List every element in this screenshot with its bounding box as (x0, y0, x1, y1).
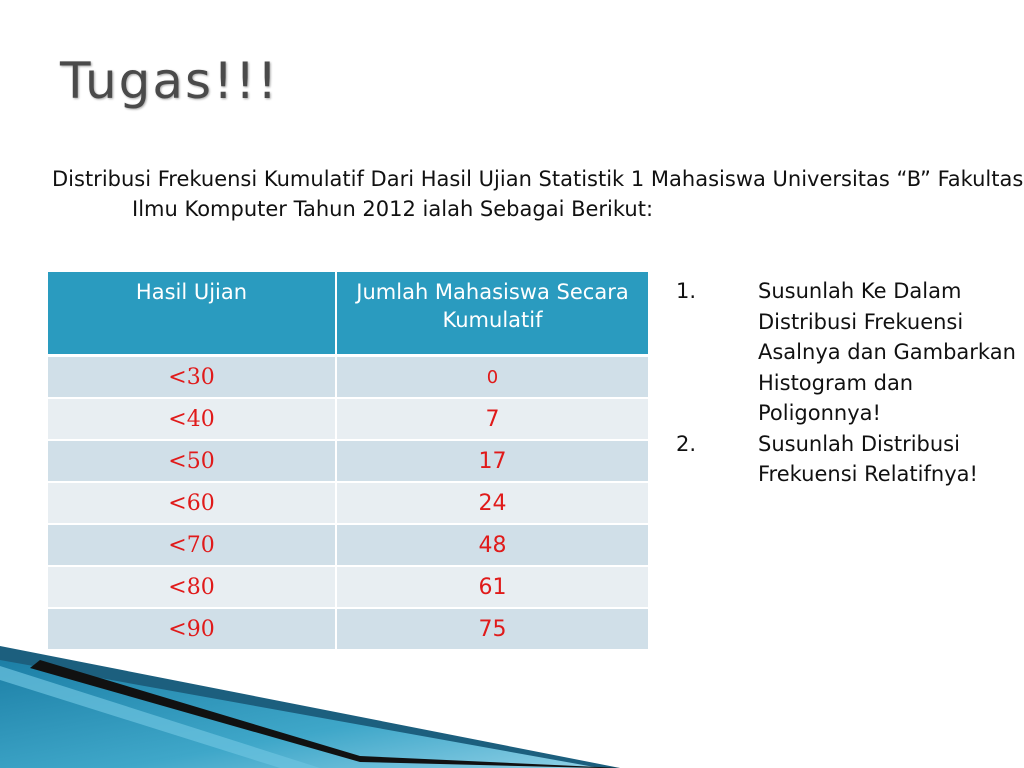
table-row (48, 524, 648, 566)
table-row (48, 566, 648, 608)
task-item (676, 276, 1016, 429)
task-item (676, 429, 1016, 490)
count-cell: 61 (336, 566, 648, 608)
table-row (48, 440, 648, 482)
task-text: Susunlah Ke Dalam Distribusi Frekuensi Asalnya dan Gambarkan Histogram dan Poligonnya! (758, 279, 1016, 425)
task-number: 2. (676, 431, 697, 456)
table-row (48, 356, 648, 399)
count-cell: 0 (336, 356, 648, 399)
header-hasil-ujian: Hasil Ujian (48, 272, 336, 356)
task-list (676, 276, 1016, 490)
header-jumlah-mahasiswa: Jumlah Mahasiswa Secara Kumulatif (336, 272, 648, 356)
intro-paragraph: Distribusi Frekuensi Kumulatif Dari Hasil Ujian Statistik 1 Mahasiswa Universitas “B” Fakultas Ilmu Komputer Tahun 2012 ialah Sebagai Berikut: (52, 167, 1024, 221)
score-cell: <40 (48, 398, 336, 440)
count-cell: 7 (336, 398, 648, 440)
frequency-table (48, 272, 648, 649)
score-cell: <60 (48, 482, 336, 524)
score-cell: <50 (48, 440, 336, 482)
task-text: Susunlah Distribusi Frekuensi Relatifnya! (758, 431, 978, 486)
score-cell: <90 (48, 608, 336, 649)
count-cell: 48 (336, 524, 648, 566)
corner-decoration (0, 638, 620, 768)
score-cell: <80 (48, 566, 336, 608)
task-number: 1. (676, 279, 697, 303)
table-row (48, 398, 648, 440)
count-cell: 24 (336, 482, 648, 524)
slide-title: Tugas!!! (60, 52, 280, 110)
table-row (48, 482, 648, 524)
score-cell: <70 (48, 524, 336, 566)
count-cell: 75 (336, 608, 648, 649)
score-cell: <30 (48, 356, 336, 399)
table-header-row (48, 272, 648, 356)
count-cell: 17 (336, 440, 648, 482)
